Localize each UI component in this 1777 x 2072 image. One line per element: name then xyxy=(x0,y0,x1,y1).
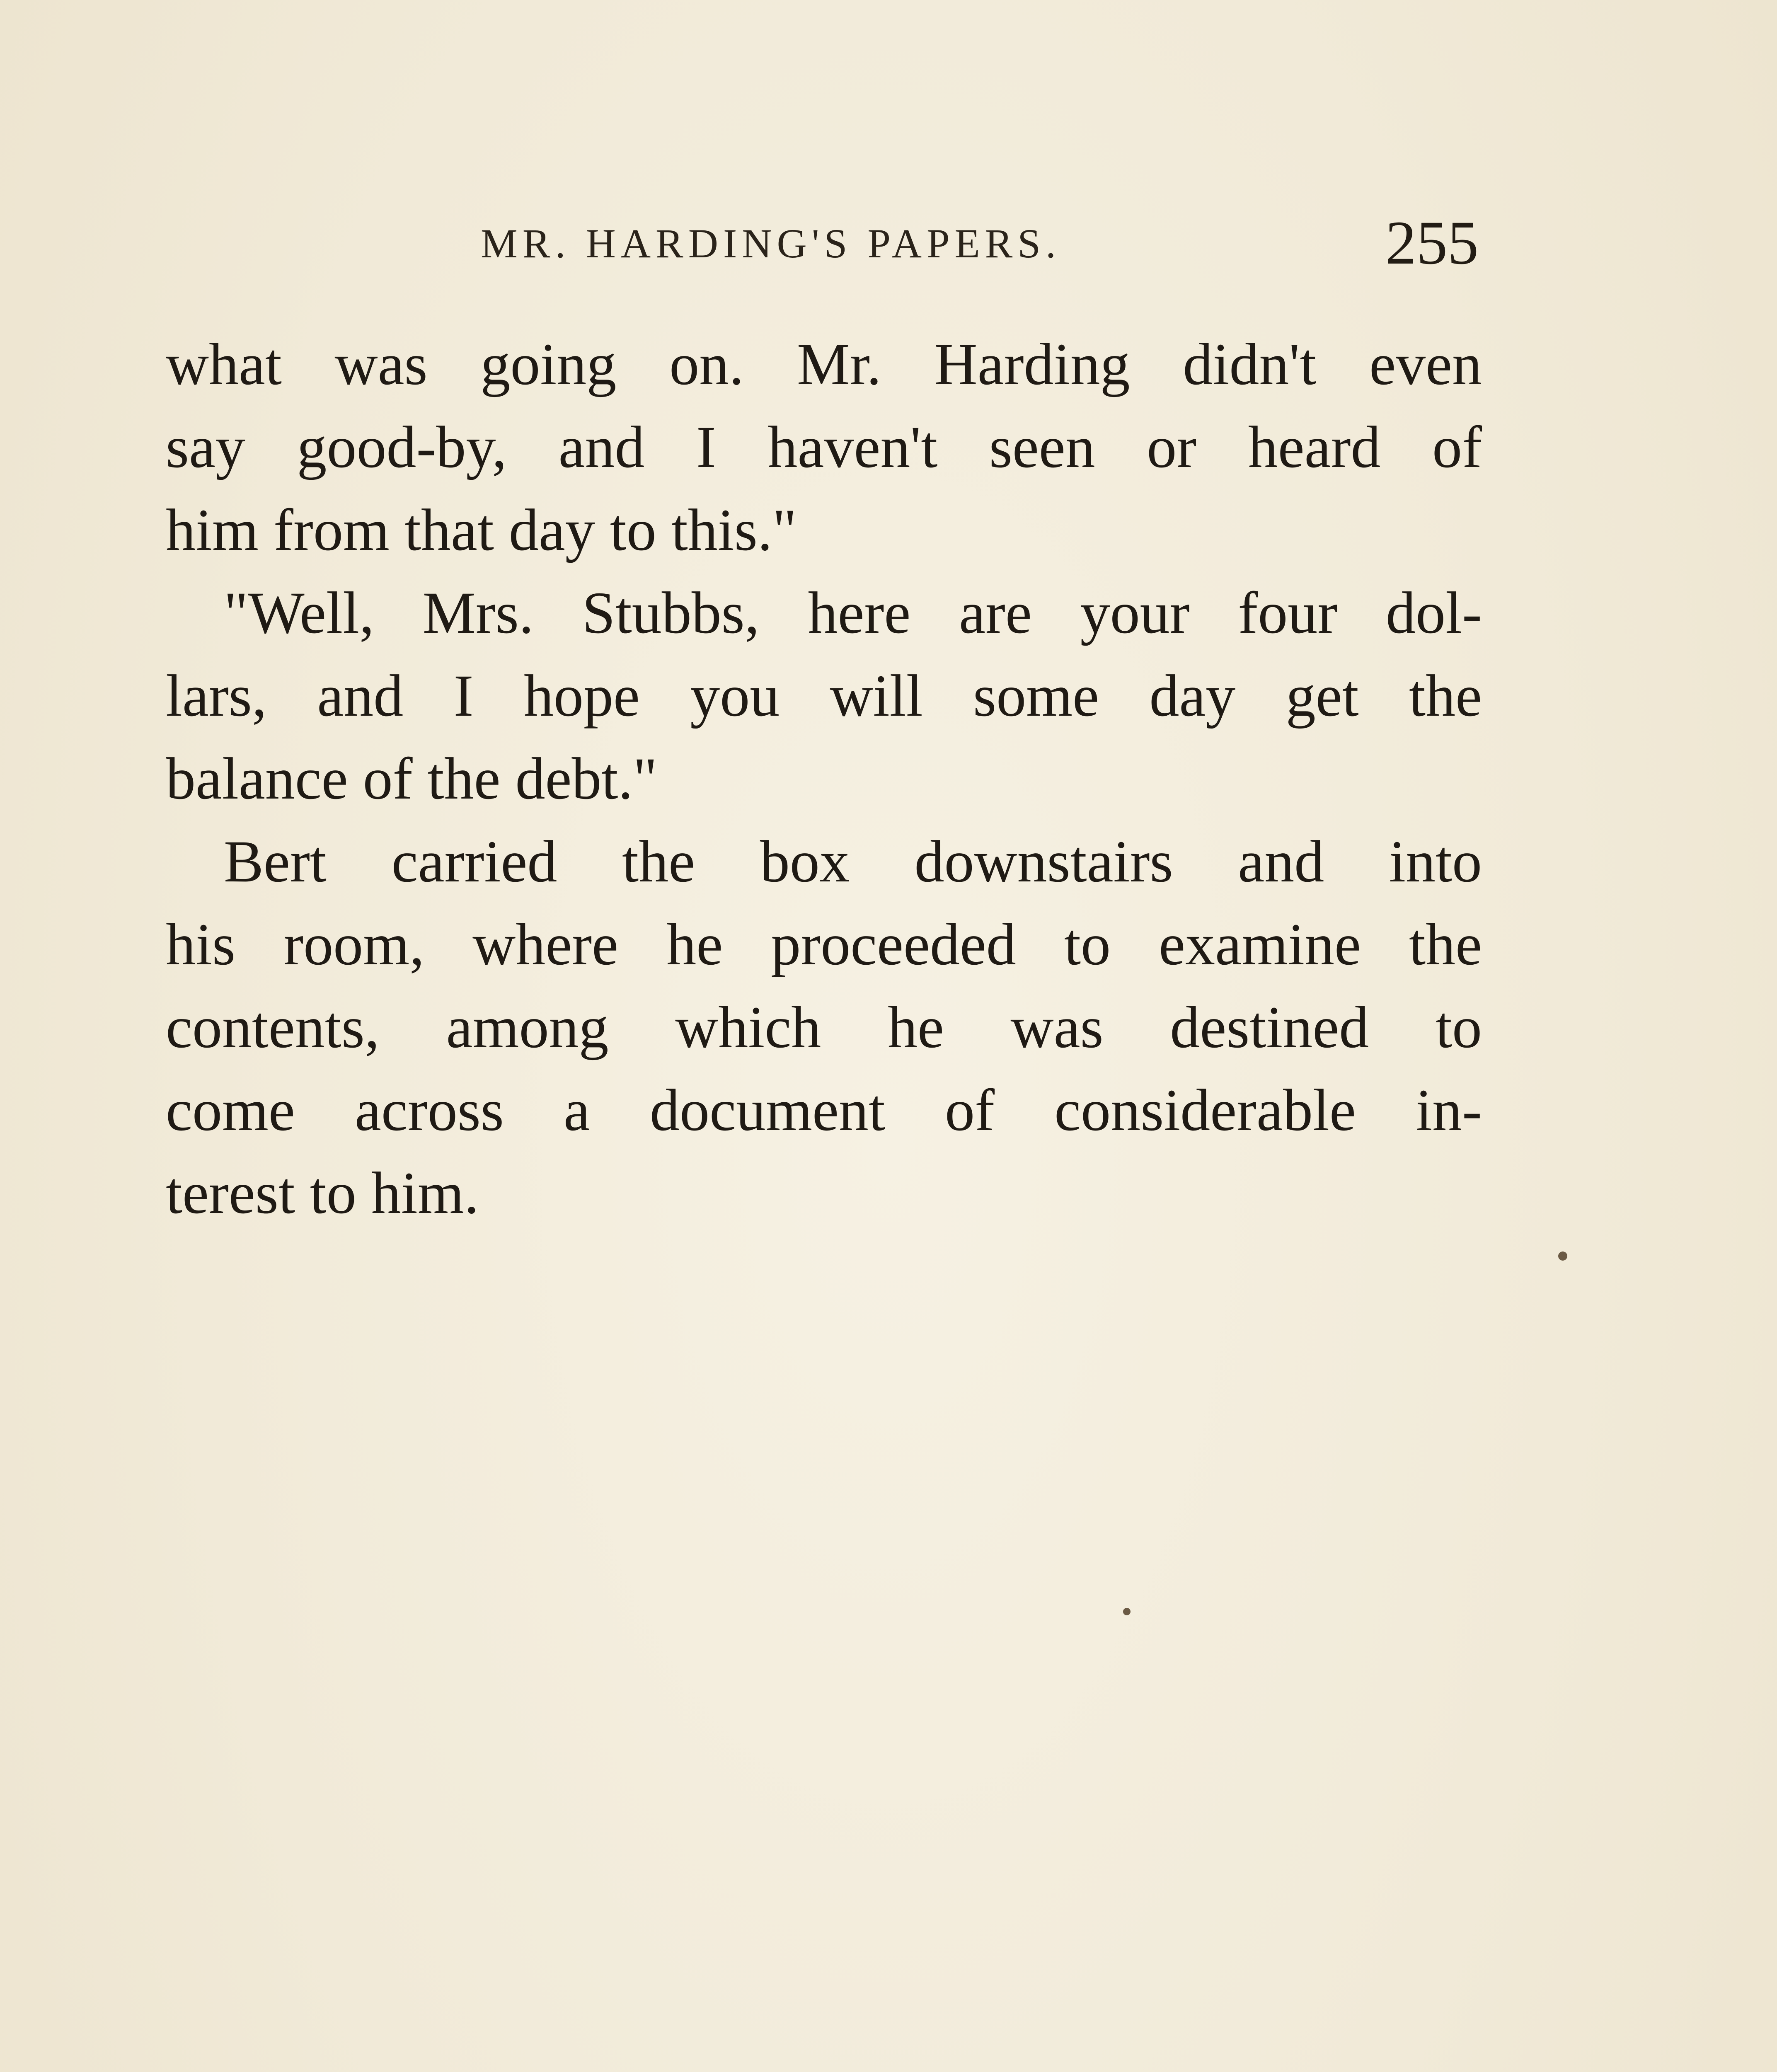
text-line: terest to him. xyxy=(166,1160,479,1226)
text-line: balance of the debt." xyxy=(166,746,658,812)
text-line: his room, where he proceeded to examine the xyxy=(166,912,1482,978)
running-head: MR. HARDING'S PAPERS. xyxy=(481,220,1061,266)
text-line: "Well, Mrs. Stubbs, here are your four dol- xyxy=(224,580,1482,646)
page-number: 255 xyxy=(1385,208,1479,277)
body-text xyxy=(166,323,1482,1235)
text-line: say good-by, and I haven't seen or heard of xyxy=(166,414,1482,480)
text-line: lars, and I hope you will some day get the xyxy=(166,663,1482,729)
text-line: come across a document of considerable in- xyxy=(166,1077,1482,1143)
text-line: contents, among which he was destined to xyxy=(166,995,1482,1060)
paper-speck xyxy=(1558,1251,1567,1261)
text-line: him from that day to this." xyxy=(166,497,797,563)
text-line: what was going on. Mr. Harding didn't even xyxy=(166,332,1482,397)
page-header xyxy=(414,208,1487,294)
paper-speck xyxy=(1123,1608,1131,1615)
text-line: Bert carried the box downstairs and into xyxy=(224,829,1482,895)
